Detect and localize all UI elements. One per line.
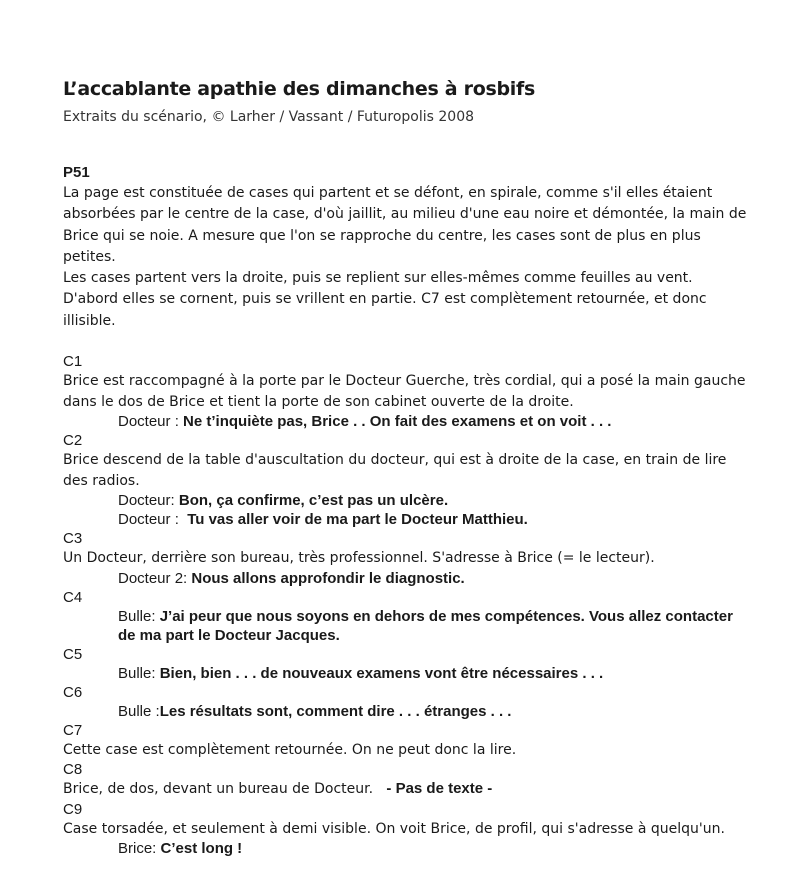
dialog-line <box>118 702 763 721</box>
case-description: Brice, de dos, devant un bureau de Docteur. <box>63 781 387 798</box>
speaker-name: Bulle: <box>118 664 160 682</box>
dialog-line <box>118 412 763 431</box>
speech-text: Bon, ça confirme, c’est pas un ulcère. <box>178 492 449 510</box>
speaker-name: Docteur : <box>118 413 184 431</box>
no-text-note: - Pas de texte - <box>386 780 493 798</box>
case-label: C5 <box>63 645 83 663</box>
case-description: Brice est raccompagné à la porte par le Docteur Guerche, très cordial, qui a posé la main gauche <box>63 373 746 390</box>
speech-text: Bien, bien . . . de nouveaux examens vont être nécessaires . . . <box>159 664 604 682</box>
intro-line: absorbées par le centre de la case, d'où jaillit, au milieu d'une eau noire et démontée, la main de <box>63 206 747 223</box>
speech-text: de ma part le Docteur Jacques. <box>118 626 340 644</box>
case-label: C8 <box>63 761 83 779</box>
case-label: C9 <box>63 800 83 818</box>
speaker-name: Docteur: <box>118 492 179 510</box>
dialog-line <box>118 569 763 588</box>
speaker-name: Bulle : <box>118 702 160 720</box>
case-label: C7 <box>63 721 83 739</box>
document-title: L’accablante apathie des dimanches à rosbifs <box>63 78 535 100</box>
speaker-name: Brice: <box>118 840 161 858</box>
dialog-line <box>118 491 763 510</box>
case-description-line <box>63 779 763 800</box>
speech-text: Ne t’inquiète pas, Brice . . On fait des examens et on voit . . . <box>183 413 612 431</box>
case-label: C2 <box>63 432 83 450</box>
dialog-line <box>118 839 763 858</box>
page-label: P51 <box>63 164 90 181</box>
speech-text: C’est long ! <box>160 840 243 858</box>
speech-text: Les résultats sont, comment dire . . . étranges . . . <box>159 702 512 720</box>
document-subtitle: Extraits du scénario, © Larher / Vassant / Futuropolis 2008 <box>63 109 475 125</box>
case-label: C4 <box>63 588 83 606</box>
case-description: des radios. <box>63 472 140 489</box>
dialog-line <box>118 664 763 683</box>
script-body <box>63 162 763 858</box>
intro-line: petites. <box>63 248 116 265</box>
intro-line: Brice qui se noie. A mesure que l'on se rapproche du centre, les cases sont de plus en plus <box>63 227 701 244</box>
speech-text: Tu vas aller voir de ma part le Docteur Matthieu. <box>187 511 528 529</box>
speaker-name: Docteur 2: <box>118 569 192 587</box>
intro-line: illisible. <box>63 312 116 329</box>
case-label: C3 <box>63 530 83 548</box>
intro-line: D'abord elles se cornent, puis se vrillent en partie. C7 est complètement retournée, et donc <box>63 291 707 308</box>
case-description: Case torsadée, et seulement à demi visible. On voit Brice, de profil, qui s'adresse à quelqu'un. <box>63 820 725 837</box>
speaker-name: Bulle: <box>118 607 160 625</box>
case-label: C6 <box>63 683 83 701</box>
dialog-line <box>118 510 763 529</box>
intro-line: La page est constituée de cases qui partent et se défont, en spirale, comme s'il elles étaient <box>63 185 713 201</box>
dialog-line <box>118 626 763 645</box>
case-description: Un Docteur, derrière son bureau, très professionnel. S'adresse à Brice (= le lecteur). <box>63 550 655 567</box>
speech-text: Nous allons approfondir le diagnostic. <box>191 569 465 587</box>
case-description: Cette case est complètement retournée. On ne peut donc la lire. <box>63 741 517 758</box>
speech-text: J’ai peur que nous soyons en dehors de mes compétences. Vous allez contacter <box>159 607 733 625</box>
speaker-name: Docteur : <box>118 511 188 529</box>
case-description: dans le dos de Brice et tient la porte de son cabinet ouverte de la droite. <box>63 393 574 410</box>
intro-line: Les cases partent vers la droite, puis se replient sur elles-mêmes comme feuilles au vent. <box>63 270 693 287</box>
dialog-line <box>118 607 763 626</box>
intro-paragraph <box>63 183 763 332</box>
case-label: C1 <box>63 353 83 371</box>
case-description: Brice descend de la table d'auscultation du docteur, qui est à droite de la case, en train de lire <box>63 452 727 469</box>
